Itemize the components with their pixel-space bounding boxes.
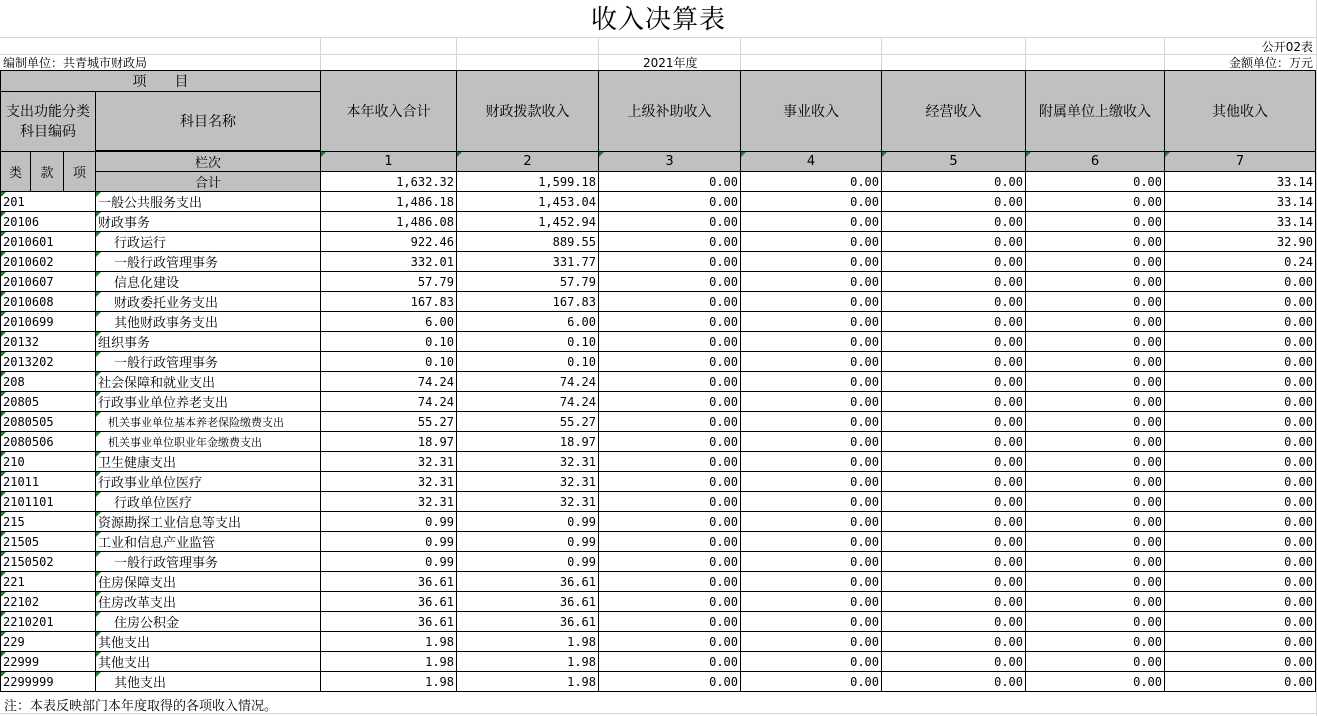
row-value: 57.79 (321, 272, 457, 292)
row-value: 74.24 (457, 392, 599, 412)
row-code: 201 (1, 192, 96, 212)
row-value: 0.00 (599, 632, 741, 652)
row-name: 行政事业单位医疗 (96, 472, 321, 492)
row-value: 0.00 (1165, 412, 1316, 432)
row-value: 0.00 (1026, 492, 1165, 512)
table-row (1, 392, 1316, 412)
row-value: 0.00 (741, 232, 882, 252)
row-value: 0.00 (741, 492, 882, 512)
row-value: 167.83 (457, 292, 599, 312)
row-value: 0.24 (1165, 252, 1316, 272)
row-code: 20805 (1, 392, 96, 412)
table-row (1, 572, 1316, 592)
row-name: 其他支出 (96, 652, 321, 672)
row-value: 0.00 (741, 212, 882, 232)
col-header: 其他收入 (1165, 71, 1316, 152)
row-value: 36.61 (457, 592, 599, 612)
row-name: 一般行政管理事务 (96, 352, 321, 372)
table-row (1, 432, 1316, 452)
row-name: 卫生健康支出 (96, 452, 321, 472)
table-row (1, 552, 1316, 572)
row-value: 0.00 (1026, 452, 1165, 472)
row-value: 33.14 (1165, 192, 1316, 212)
row-value: 0.00 (882, 632, 1026, 652)
total-cell: 0.00 (599, 172, 741, 192)
row-value: 1.98 (321, 672, 457, 692)
form-number: 公开02表 (1261, 40, 1313, 54)
table-row (1, 452, 1316, 472)
row-value: 0.00 (741, 352, 882, 372)
col-header: 事业收入 (741, 71, 882, 152)
row-value: 0.10 (321, 352, 457, 372)
table-row (1, 372, 1316, 392)
row-name: 信息化建设 (96, 272, 321, 292)
row-code: 2010602 (1, 252, 96, 272)
row-value: 0.00 (1165, 532, 1316, 552)
row-value: 0.00 (1165, 272, 1316, 292)
total-cell: 1,632.32 (321, 172, 457, 192)
row-value: 0.00 (882, 512, 1026, 532)
row-value: 0.00 (741, 372, 882, 392)
row-value: 0.00 (599, 392, 741, 412)
row-value: 0.00 (741, 512, 882, 532)
col-number: 2 (457, 152, 599, 172)
table-row (1, 212, 1316, 232)
row-value: 0.00 (599, 472, 741, 492)
row-value: 0.00 (1165, 312, 1316, 332)
col-header: 附属单位上缴收入 (1026, 71, 1165, 152)
row-value: 0.00 (1026, 292, 1165, 312)
row-code: 22102 (1, 592, 96, 612)
col-number: 6 (1026, 152, 1165, 172)
row-value: 889.55 (457, 232, 599, 252)
row-value: 0.00 (882, 572, 1026, 592)
total-label: 合计 (96, 172, 321, 192)
row-value: 0.00 (599, 232, 741, 252)
row-value: 0.00 (599, 272, 741, 292)
total-cell: 0.00 (1026, 172, 1165, 192)
table-row (1, 612, 1316, 632)
row-value: 32.31 (457, 452, 599, 472)
row-value: 0.00 (741, 652, 882, 672)
money-unit: 金额单位：万元 (1228, 56, 1313, 70)
col-header: 本年收入合计 (321, 71, 457, 152)
row-value: 0.00 (741, 312, 882, 332)
row-value: 32.31 (457, 472, 599, 492)
row-value: 0.00 (599, 332, 741, 352)
row-value: 0.00 (599, 292, 741, 312)
row-name: 行政运行 (96, 232, 321, 252)
row-value: 0.00 (1165, 432, 1316, 452)
col-number: 7 (1165, 152, 1316, 172)
row-value: 36.61 (321, 612, 457, 632)
row-value: 0.00 (599, 432, 741, 452)
row-value: 0.99 (321, 512, 457, 532)
row-value: 0.00 (1026, 532, 1165, 552)
row-value: 57.79 (457, 272, 599, 292)
row-value: 0.00 (599, 592, 741, 612)
row-value: 1.98 (321, 652, 457, 672)
row-value: 0.00 (599, 652, 741, 672)
lanci-header: 栏次 (96, 152, 321, 172)
row-code: 215 (1, 512, 96, 532)
row-value: 0.00 (741, 432, 882, 452)
row-value: 0.00 (741, 332, 882, 352)
row-value: 0.00 (1165, 592, 1316, 612)
row-value: 0.99 (321, 532, 457, 552)
row-value: 0.10 (321, 332, 457, 352)
row-value: 0.00 (882, 392, 1026, 412)
total-cell: 0.00 (882, 172, 1026, 192)
row-value: 0.00 (1026, 672, 1165, 692)
row-value: 0.00 (741, 272, 882, 292)
row-name: 行政事业单位养老支出 (96, 392, 321, 412)
gridline (598, 37, 599, 70)
row-name: 行政单位医疗 (96, 492, 321, 512)
row-value: 0.00 (882, 492, 1026, 512)
col-number: 1 (321, 152, 457, 172)
row-value: 0.00 (741, 532, 882, 552)
year-label: 2021年度 (643, 56, 698, 70)
table-row (1, 512, 1316, 532)
row-value: 0.00 (1026, 412, 1165, 432)
row-name: 财政事务 (96, 212, 321, 232)
row-name: 一般行政管理事务 (96, 252, 321, 272)
row-code: 2010699 (1, 312, 96, 332)
row-code: 2010607 (1, 272, 96, 292)
gridline (0, 54, 1317, 55)
row-value: 0.00 (1026, 312, 1165, 332)
table-row (1, 632, 1316, 652)
row-code: 221 (1, 572, 96, 592)
row-value: 0.00 (1165, 512, 1316, 532)
row-value: 0.00 (882, 372, 1026, 392)
row-value: 32.31 (321, 472, 457, 492)
row-value: 0.00 (599, 372, 741, 392)
row-value: 0.00 (599, 492, 741, 512)
col-number: 5 (882, 152, 1026, 172)
row-value: 0.00 (599, 352, 741, 372)
row-value: 0.00 (599, 252, 741, 272)
row-value: 0.00 (741, 552, 882, 572)
row-value: 0.00 (741, 412, 882, 432)
gridline (320, 37, 321, 70)
col-header: 财政拨款收入 (457, 71, 599, 152)
row-value: 74.24 (321, 372, 457, 392)
row-value: 0.00 (1026, 592, 1165, 612)
row-value: 1,452.94 (457, 212, 599, 232)
table-row (1, 312, 1316, 332)
row-value: 1,453.04 (457, 192, 599, 212)
row-value: 0.00 (599, 672, 741, 692)
col-header: 上级补助收入 (599, 71, 741, 152)
row-code: 22999 (1, 652, 96, 672)
row-name: 住房改革支出 (96, 592, 321, 612)
row-value: 0.00 (1026, 612, 1165, 632)
row-value: 0.00 (741, 192, 882, 212)
row-value: 0.00 (882, 552, 1026, 572)
row-value: 36.61 (321, 572, 457, 592)
row-value: 32.90 (1165, 232, 1316, 252)
row-value: 0.00 (882, 432, 1026, 452)
kuan-header: 款 (31, 152, 64, 192)
row-value: 0.00 (1165, 472, 1316, 492)
row-code: 208 (1, 372, 96, 392)
row-value: 0.00 (599, 512, 741, 532)
row-value: 0.00 (599, 532, 741, 552)
gridline (0, 37, 1317, 38)
row-value: 32.31 (321, 492, 457, 512)
table-row (1, 352, 1316, 372)
gridline (456, 37, 457, 70)
row-value: 0.00 (882, 452, 1026, 472)
name-col-header: 科目名称 (96, 92, 321, 151)
row-value: 0.00 (1026, 512, 1165, 532)
row-name: 组织事务 (96, 332, 321, 352)
row-value: 0.00 (1165, 672, 1316, 692)
table-row (1, 592, 1316, 612)
row-value: 74.24 (457, 372, 599, 392)
row-name: 社会保障和就业支出 (96, 372, 321, 392)
xiang-header: 项 (64, 152, 96, 192)
row-value: 0.00 (882, 672, 1026, 692)
row-value: 0.00 (1026, 272, 1165, 292)
row-value: 0.00 (599, 612, 741, 632)
unit-label: 编制单位：共青城市财政局 (3, 56, 148, 70)
row-value: 0.00 (741, 672, 882, 692)
total-cell: 0.00 (741, 172, 882, 192)
total-cell: 1,599.18 (457, 172, 599, 192)
row-value: 0.00 (1165, 372, 1316, 392)
row-value: 18.97 (321, 432, 457, 452)
table-row (1, 532, 1316, 552)
row-code: 21505 (1, 532, 96, 552)
row-name: 机关事业单位基本养老保险缴费支出 (96, 412, 321, 432)
row-value: 74.24 (321, 392, 457, 412)
row-code: 2210201 (1, 612, 96, 632)
row-code: 2013202 (1, 352, 96, 372)
table-row (1, 232, 1316, 252)
table-row (1, 292, 1316, 312)
row-value: 0.10 (457, 332, 599, 352)
row-value: 0.00 (1026, 432, 1165, 452)
row-code: 20132 (1, 332, 96, 352)
item-group-header: 项 目 (1, 71, 321, 92)
row-value: 1,486.08 (321, 212, 457, 232)
row-value: 0.10 (457, 352, 599, 372)
row-value: 331.77 (457, 252, 599, 272)
row-value: 0.00 (1165, 572, 1316, 592)
row-value: 0.00 (882, 232, 1026, 252)
row-value: 0.00 (1165, 292, 1316, 312)
row-value: 0.00 (741, 252, 882, 272)
row-value: 0.00 (1026, 472, 1165, 492)
row-name: 资源勘探工业信息等支出 (96, 512, 321, 532)
row-value: 0.00 (1026, 332, 1165, 352)
col-number: 3 (599, 152, 741, 172)
row-name: 工业和信息产业监管 (96, 532, 321, 552)
row-value: 0.99 (457, 552, 599, 572)
row-value: 33.14 (1165, 212, 1316, 232)
row-value: 0.00 (1026, 212, 1165, 232)
page-title: 收入决算表 (590, 5, 726, 35)
col-header: 经营收入 (882, 71, 1026, 152)
row-name: 其他支出 (96, 672, 321, 692)
total-cell: 33.14 (1165, 172, 1316, 192)
table-row (1, 492, 1316, 512)
table-row (1, 472, 1316, 492)
row-code: 2010601 (1, 232, 96, 252)
gridline (881, 37, 882, 70)
row-value: 922.46 (321, 232, 457, 252)
row-value: 167.83 (321, 292, 457, 312)
income-table (0, 70, 1316, 692)
row-value: 6.00 (457, 312, 599, 332)
row-value: 0.00 (882, 212, 1026, 232)
row-value: 0.00 (741, 472, 882, 492)
row-value: 32.31 (321, 452, 457, 472)
row-value: 0.00 (1026, 572, 1165, 592)
row-value: 0.00 (882, 592, 1026, 612)
row-value: 55.27 (321, 412, 457, 432)
table-row (1, 272, 1316, 292)
row-value: 0.00 (741, 592, 882, 612)
row-code: 229 (1, 632, 96, 652)
row-value: 0.00 (882, 612, 1026, 632)
row-code: 20106 (1, 212, 96, 232)
table-row (1, 332, 1316, 352)
row-value: 1,486.18 (321, 192, 457, 212)
row-value: 0.00 (1165, 612, 1316, 632)
row-value: 0.00 (1165, 452, 1316, 472)
row-value: 0.00 (741, 572, 882, 592)
row-value: 0.00 (882, 332, 1026, 352)
row-value: 0.00 (599, 212, 741, 232)
row-value: 0.00 (1165, 632, 1316, 652)
lei-header: 类 (1, 152, 31, 192)
row-value: 0.00 (1165, 352, 1316, 372)
row-value: 36.61 (457, 612, 599, 632)
row-value: 1.98 (457, 652, 599, 672)
row-code: 2080506 (1, 432, 96, 452)
row-value: 0.00 (741, 612, 882, 632)
row-value: 1.98 (457, 672, 599, 692)
row-value: 0.00 (599, 452, 741, 472)
gridline (740, 37, 741, 70)
row-value: 55.27 (457, 412, 599, 432)
row-name: 住房保障支出 (96, 572, 321, 592)
row-value: 6.00 (321, 312, 457, 332)
row-value: 0.99 (457, 512, 599, 532)
row-value: 0.99 (457, 532, 599, 552)
row-value: 0.00 (1026, 352, 1165, 372)
row-value: 0.00 (599, 572, 741, 592)
row-name: 一般行政管理事务 (96, 552, 321, 572)
row-value: 0.00 (1026, 652, 1165, 672)
row-value: 0.99 (321, 552, 457, 572)
row-value: 18.97 (457, 432, 599, 452)
row-value: 0.00 (741, 392, 882, 412)
row-value: 0.00 (1026, 552, 1165, 572)
table-row (1, 412, 1316, 432)
row-code: 2010608 (1, 292, 96, 312)
row-value: 0.00 (1026, 632, 1165, 652)
row-value: 0.00 (599, 312, 741, 332)
row-value: 0.00 (599, 192, 741, 212)
row-code: 2101101 (1, 492, 96, 512)
gridline (1164, 37, 1165, 70)
table-row (1, 252, 1316, 272)
row-value: 0.00 (1165, 552, 1316, 572)
row-code: 2150502 (1, 552, 96, 572)
row-name: 财政委托业务支出 (96, 292, 321, 312)
row-code: 2299999 (1, 672, 96, 692)
row-value: 0.00 (741, 632, 882, 652)
row-name: 机关事业单位职业年金缴费支出 (96, 432, 321, 452)
row-name: 其他财政事务支出 (96, 312, 321, 332)
row-value: 0.00 (882, 532, 1026, 552)
row-value: 36.61 (321, 592, 457, 612)
gridline (1025, 37, 1026, 70)
row-code: 21011 (1, 472, 96, 492)
table-row (1, 652, 1316, 672)
row-value: 0.00 (882, 412, 1026, 432)
row-value: 0.00 (1026, 372, 1165, 392)
row-value: 0.00 (1026, 392, 1165, 412)
row-value: 0.00 (882, 472, 1026, 492)
row-value: 0.00 (882, 252, 1026, 272)
row-value: 32.31 (457, 492, 599, 512)
row-value: 0.00 (882, 312, 1026, 332)
row-code: 210 (1, 452, 96, 472)
row-value: 1.98 (321, 632, 457, 652)
row-value: 0.00 (1026, 192, 1165, 212)
row-value: 0.00 (882, 292, 1026, 312)
row-value: 0.00 (599, 552, 741, 572)
row-value: 0.00 (882, 352, 1026, 372)
row-value: 36.61 (457, 572, 599, 592)
table-row (1, 672, 1316, 692)
row-value: 0.00 (882, 272, 1026, 292)
row-value: 0.00 (882, 192, 1026, 212)
row-value: 0.00 (741, 452, 882, 472)
footer-note: 注：本表反映部门本年度取得的各项收入情况。 (4, 699, 278, 714)
col-number: 4 (741, 152, 882, 172)
row-value: 0.00 (1165, 392, 1316, 412)
row-value: 0.00 (1165, 332, 1316, 352)
row-code: 2080505 (1, 412, 96, 432)
table-row (1, 192, 1316, 212)
row-value: 0.00 (599, 412, 741, 432)
row-value: 1.98 (457, 632, 599, 652)
row-value: 332.01 (321, 252, 457, 272)
row-name: 住房公积金 (96, 612, 321, 632)
row-value: 0.00 (1165, 492, 1316, 512)
row-name: 其他支出 (96, 632, 321, 652)
row-value: 0.00 (741, 292, 882, 312)
row-value: 0.00 (1026, 252, 1165, 272)
row-value: 0.00 (1165, 652, 1316, 672)
row-value: 0.00 (882, 652, 1026, 672)
code-group-header: 支出功能分类科目编码 (1, 92, 96, 152)
row-name: 一般公共服务支出 (96, 192, 321, 212)
row-value: 0.00 (1026, 232, 1165, 252)
